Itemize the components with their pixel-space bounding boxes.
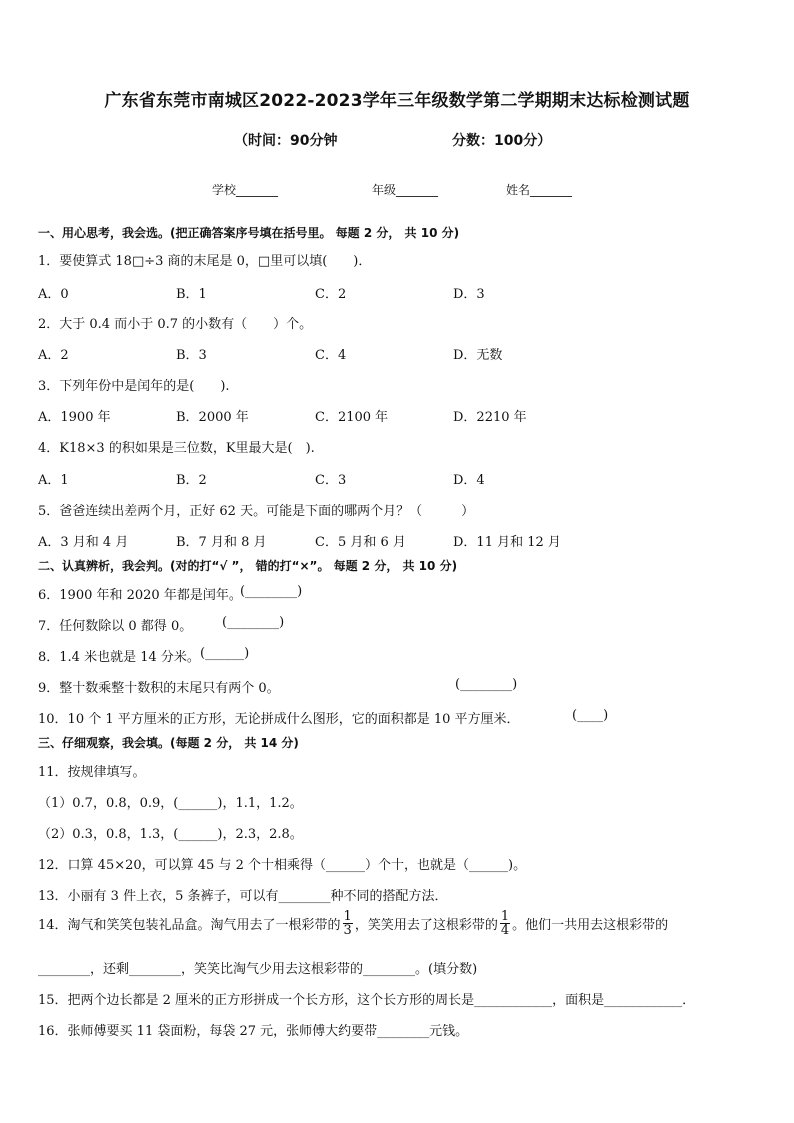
exam-title: 广东省东莞市南城区2022-2023学年三年级数学第二学期期末达标检测试题 bbox=[104, 91, 690, 111]
q9-answer-paren: (________) bbox=[455, 677, 518, 692]
q1-option-b: B．1 bbox=[176, 287, 207, 302]
grade-field: 年级_______ bbox=[372, 183, 439, 197]
q1-option-a: A．0 bbox=[38, 287, 69, 302]
fraction-one-third bbox=[343, 910, 353, 937]
q2-option-c: C．4 bbox=[315, 348, 347, 363]
question-11-1: （1）0.7，0.8，0.9，(______)，1.1，1.2。 bbox=[38, 796, 303, 811]
question-16: 16．张师傅要买 11 袋面粉，每袋 27 元，张师傅大约要带________元钱。 bbox=[38, 1024, 469, 1039]
question-12: 12．口算 45×20，可以算 45 与 2 个十相乘得（______）个十，也就是（______)。 bbox=[38, 858, 527, 873]
q10-answer-paren: (____) bbox=[572, 708, 609, 723]
section1-heading: 一、用心思考，我会选。(把正确答案序号填在括号里。 每题 2 分， 共 10 分) bbox=[38, 226, 460, 240]
question-10: 10．10 个 1 平方厘米的正方形，无论拼成什么图形，它的面积都是 10 平方厘米． bbox=[38, 712, 520, 727]
fraction-one-fourth bbox=[500, 910, 510, 937]
question-9: 9．整十数乘整十数积的末尾只有两个 0。 bbox=[38, 681, 280, 696]
q4-option-c: C．3 bbox=[315, 473, 347, 488]
q5-option-b: B．7 月和 8 月 bbox=[176, 535, 267, 550]
q2-option-d: D．无数 bbox=[453, 348, 503, 363]
question-15: 15．把两个边长都是 2 厘米的正方形拼成一个长方形，这个长方形的周长是____________，面积是____________． bbox=[38, 993, 696, 1008]
question-6: 6．1900 年和 2020 年都是闰年。 bbox=[38, 588, 242, 603]
q8-answer-paren: (______) bbox=[200, 646, 250, 661]
q2-option-a: A．2 bbox=[38, 348, 69, 363]
question-11: 11．按规律填写。 bbox=[38, 765, 146, 780]
q14-text-b: ，笑笑用去了这根彩带的 bbox=[354, 918, 498, 933]
name-field: 姓名_______ bbox=[506, 183, 573, 197]
question-2: 2．大于 0.4 而小于 0.7 的小数有（ ）个。 bbox=[38, 317, 313, 332]
exam-time: （时间：90分钟 bbox=[234, 133, 338, 149]
q14-text-a: 14．淘气和笑笑包装礼品盒。淘气用去了一根彩带的 bbox=[38, 918, 341, 933]
q4-option-a: A．1 bbox=[38, 473, 69, 488]
q5-option-d: D．11 月和 12 月 bbox=[453, 535, 561, 550]
q6-answer-paren: (________) bbox=[240, 584, 303, 599]
q2-option-b: B．3 bbox=[176, 348, 207, 363]
question-11-2: （2）0.3，0.8，1.3，(______)，2.3，2.8。 bbox=[38, 827, 303, 842]
question-5: 5．爸爸连续出差两个月，正好 62 天。可能是下面的哪两个月？（ ） bbox=[38, 504, 475, 519]
q3-option-a: A．1900 年 bbox=[38, 410, 111, 425]
fraction-denominator: 3 bbox=[343, 923, 352, 938]
q4-option-d: D．4 bbox=[453, 473, 485, 488]
q1-option-d: D．3 bbox=[453, 287, 485, 302]
fraction-numerator: 1 bbox=[343, 909, 352, 924]
q14-text-c: 。他们一共用去这根彩带的 bbox=[512, 918, 669, 933]
fraction-numerator: 1 bbox=[500, 909, 510, 924]
q3-option-b: B．2000 年 bbox=[176, 410, 249, 425]
q1-option-c: C．2 bbox=[315, 287, 347, 302]
school-field: 学校_______ bbox=[212, 183, 279, 197]
q5-option-c: C．5 月和 6 月 bbox=[315, 535, 406, 550]
exam-score: 分数：100分） bbox=[452, 133, 552, 149]
section3-heading: 三、仔细观察，我会填。(每题 2 分， 共 14 分) bbox=[38, 736, 299, 750]
question-7: 7．任何数除以 0 都得 0。 bbox=[38, 619, 193, 634]
fraction-denominator: 4 bbox=[500, 923, 510, 938]
question-4: 4．K18×3 的积如果是三位数，K里最大是( ). bbox=[38, 441, 315, 456]
q4-option-b: B．2 bbox=[176, 473, 207, 488]
question-14-line2: ________，还剩________，笑笑比淘气少用去这根彩带的________。(填分数) bbox=[38, 962, 478, 977]
question-3: 3．下列年份中是闰年的是( ). bbox=[38, 379, 230, 394]
question-14 bbox=[38, 910, 668, 937]
question-13: 13．小丽有 3 件上衣，5 条裤子，可以有________种不同的搭配方法． bbox=[38, 889, 448, 904]
section2-heading: 二、认真辨析，我会判。(对的打“√ ”， 错的打“×”。 每题 2 分， 共 10 分) bbox=[38, 559, 458, 573]
question-8: 8．1.4 米也就是 14 分米。 bbox=[38, 650, 200, 665]
q5-option-a: A．3 月和 4 月 bbox=[38, 535, 129, 550]
question-1: 1．要使算式 18□÷3 商的末尾是 0，□里可以填( )． bbox=[38, 254, 372, 269]
q3-option-c: C．2100 年 bbox=[315, 410, 389, 425]
q7-answer-paren: (________) bbox=[222, 615, 285, 630]
q3-option-d: D．2210 年 bbox=[453, 410, 527, 425]
